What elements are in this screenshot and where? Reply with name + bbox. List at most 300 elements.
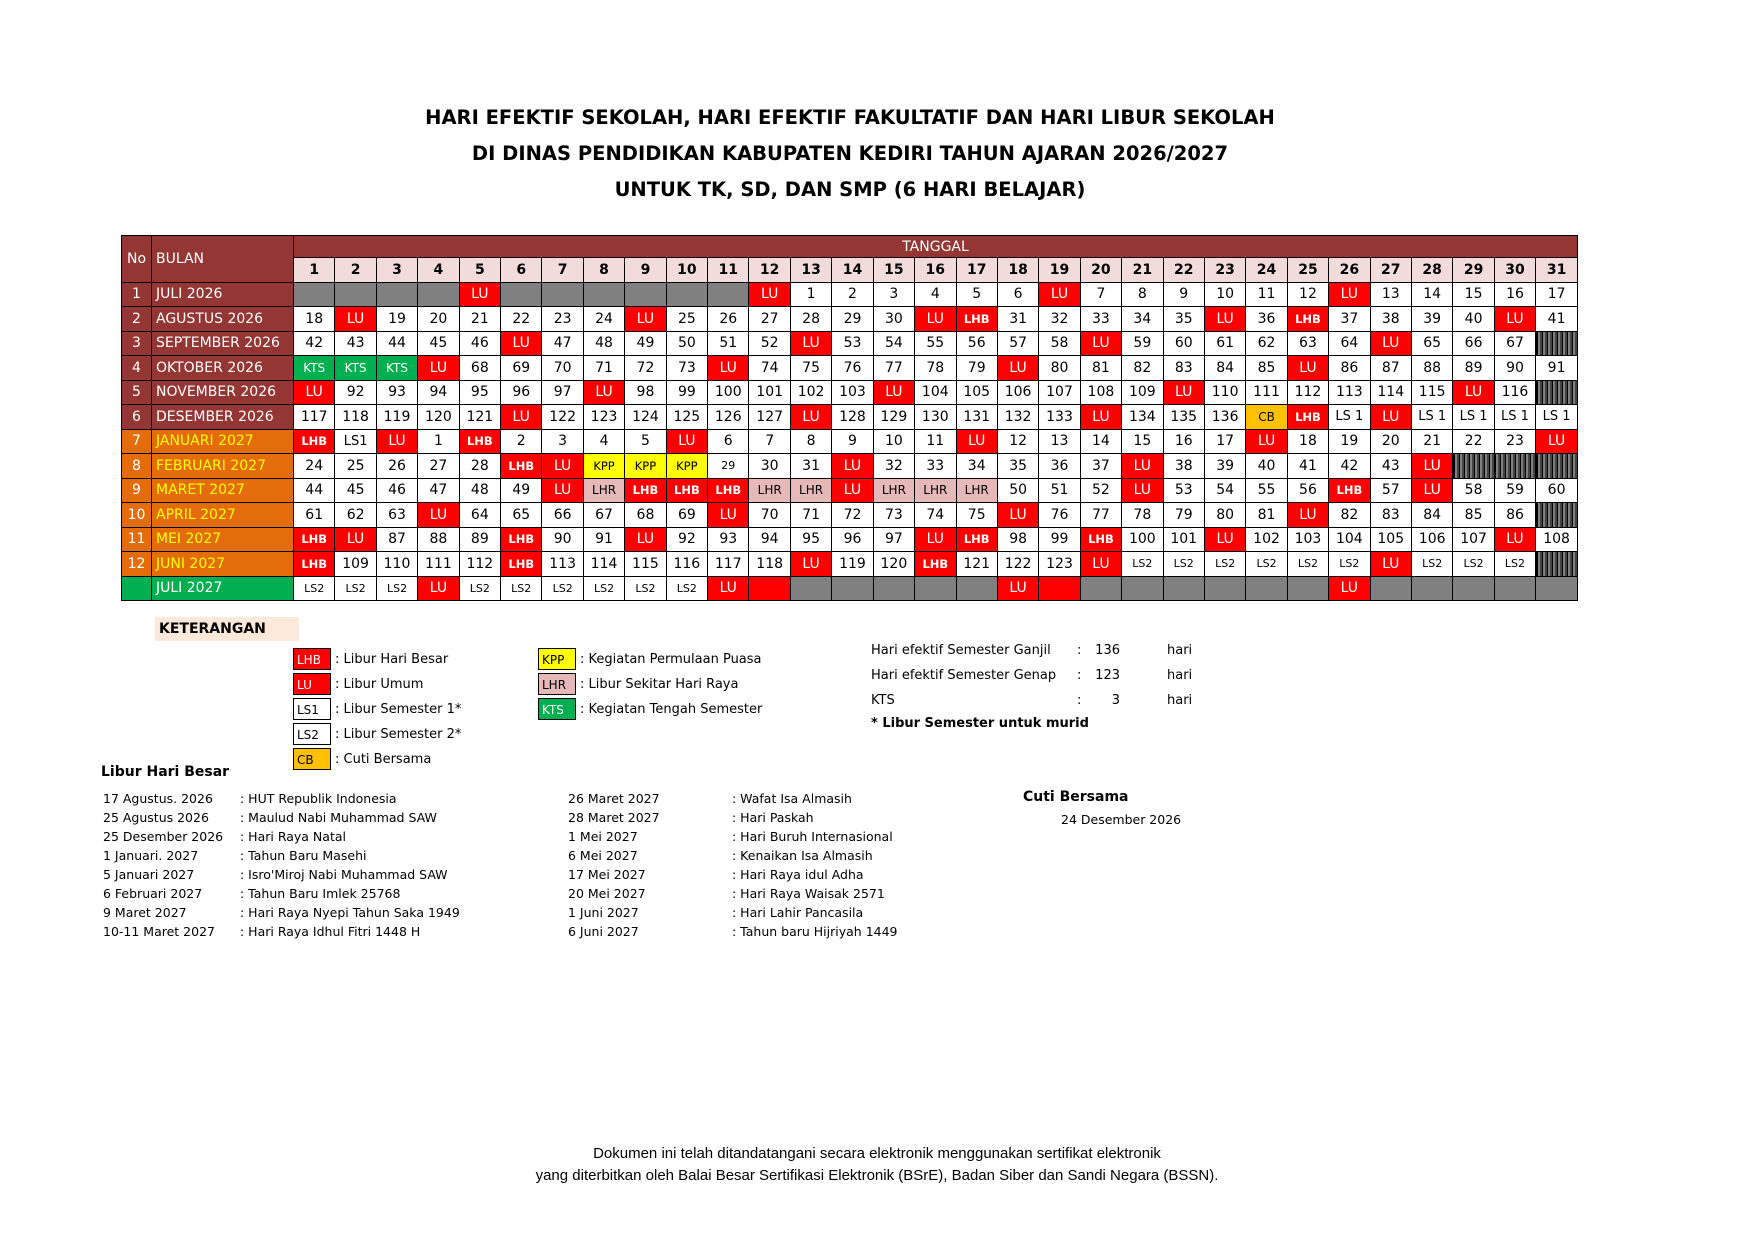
lu-cell: LU [1163,380,1204,405]
stat-value: 136 [1095,643,1120,658]
ls1-cell: LS1 [335,429,376,454]
holiday-row [568,846,898,865]
legend-item [538,648,762,670]
holiday-row [103,922,460,941]
lu-cell: LU [832,478,873,503]
effective-day-cell: 89 [459,527,500,552]
legend-swatch: LHR [538,673,576,695]
header-bulan: BULAN [152,236,294,283]
blank-cell [956,576,997,601]
effective-day-cell: 42 [294,331,335,356]
effective-day-cell: 47 [542,331,583,356]
effective-day-cell: 86 [1329,356,1370,381]
blank-cell [666,282,707,307]
effective-day-cell: 46 [459,331,500,356]
lu-cell: LU [542,478,583,503]
effective-day-cell: 121 [459,405,500,430]
ls2-cell: LS2 [1204,552,1245,577]
lhr-cell: LHR [583,478,624,503]
month-name: JANUARI 2027 [152,429,294,454]
effective-day-cell: 43 [1370,454,1411,479]
month-row [122,356,1578,381]
effective-day-cell: 35 [1163,307,1204,332]
effective-day-cell: 101 [749,380,790,405]
effective-day-cell: 58 [1453,478,1494,503]
month-name: AGUSTUS 2026 [152,307,294,332]
effective-day-cell: 125 [666,405,707,430]
effective-day-cell: 111 [1246,380,1287,405]
effective-day-cell: 64 [1329,331,1370,356]
effective-day-cell: 126 [708,405,749,430]
stat-value: 123 [1095,668,1120,683]
effective-day-cell: 52 [1080,478,1121,503]
effective-day-cell: 22 [1453,429,1494,454]
effective-day-cell: 9 [832,429,873,454]
effective-day-cell: 114 [583,552,624,577]
legend-label: : Cuti Bersama [335,751,432,767]
month-name: OKTOBER 2026 [152,356,294,381]
effective-day-cell: 22 [501,307,542,332]
effective-day-cell: 45 [335,478,376,503]
lhb-cell: LHB [501,552,542,577]
effective-day-cell: 81 [1080,356,1121,381]
legend-label: : Libur Semester 2* [335,726,462,742]
blank-cell [1163,576,1204,601]
blank-cell [1370,576,1411,601]
lu-cell: LU [1329,576,1370,601]
effective-day-cell: 3 [873,282,914,307]
month-name: NOVEMBER 2026 [152,380,294,405]
ls2-cell: LS2 [1122,552,1163,577]
ls2-cell: LS2 [666,576,707,601]
effective-day-cell: 23 [1494,429,1535,454]
effective-day-cell: 16 [1494,282,1535,307]
holiday-list-1 [103,789,460,941]
effective-day-cell: 39 [1204,454,1245,479]
holiday-date: 5 Januari 2027 [103,867,195,882]
effective-day-cell: 56 [1287,478,1328,503]
effective-day-cell: 32 [1039,307,1080,332]
effective-day-cell: 46 [376,478,417,503]
lu-cell: LU [501,405,542,430]
month-row [122,527,1578,552]
effective-day-cell: 108 [1080,380,1121,405]
effective-day-cell: 15 [1453,282,1494,307]
day-header: 11 [708,258,749,283]
lu-cell: LU [418,356,459,381]
day-header: 9 [625,258,666,283]
day-header: 30 [1494,258,1535,283]
effective-day-cell: 55 [915,331,956,356]
lu-cell: LU [790,552,831,577]
effective-day-cell: 121 [956,552,997,577]
effective-day-cell: 108 [1536,527,1578,552]
lu-cell: LU [708,576,749,601]
month-name: MEI 2027 [152,527,294,552]
effective-day-cell: 93 [376,380,417,405]
holiday-date: 20 Mei 2027 [568,886,646,901]
legend-item [293,673,423,695]
kpp-cell: KPP [625,454,666,479]
effective-day-cell: 119 [832,552,873,577]
month-row [122,282,1578,307]
effective-day-cell: 41 [1536,307,1578,332]
lu-cell: LU [583,380,624,405]
day-header: 14 [832,258,873,283]
effective-day-cell: 64 [459,503,500,528]
day-header: 5 [459,258,500,283]
effective-day-cell: 109 [335,552,376,577]
holiday-date: 28 Maret 2027 [568,810,660,825]
day-header: 7 [542,258,583,283]
effective-day-cell: 112 [459,552,500,577]
holiday-date: 9 Maret 2027 [103,905,187,920]
effective-day-cell: 25 [335,454,376,479]
lu-cell: LU [997,356,1038,381]
blank-cell [1494,576,1535,601]
effective-day-cell: 136 [1204,405,1245,430]
stat-value: 3 [1111,693,1120,708]
effective-day-cell: 104 [1329,527,1370,552]
holiday-desc: : Hari Lahir Pancasila [732,905,864,920]
effective-day-cell: 30 [749,454,790,479]
blank-cell [583,282,624,307]
row-number: 7 [122,429,152,454]
effective-day-cell: 127 [749,405,790,430]
ls2-cell: LS2 [501,576,542,601]
holiday-desc: : Maulud Nabi Muhammad SAW [240,810,437,825]
effective-day-cell: 14 [1411,282,1452,307]
effective-day-cell: 106 [1411,527,1452,552]
effective-day-cell: 130 [915,405,956,430]
effective-day-cell: 76 [832,356,873,381]
lu-cell: LU [1246,429,1287,454]
blank-cell [790,576,831,601]
effective-day-cell: 122 [997,552,1038,577]
row-number: 4 [122,356,152,381]
effective-day-cell: 81 [1246,503,1287,528]
effective-day-cell: 4 [583,429,624,454]
legend-swatch: LU [293,673,331,695]
lu-cell: LU [1494,307,1535,332]
lu-cell: LU [832,454,873,479]
effective-day-cell: 30 [873,307,914,332]
blank-cell [1080,576,1121,601]
day-header: 10 [666,258,707,283]
legend-item [538,673,738,695]
effective-day-cell: 120 [873,552,914,577]
effective-day-cell: 135 [1163,405,1204,430]
effective-day-cell: 101 [1163,527,1204,552]
lhr-cell: LHR [790,478,831,503]
holiday-date: 26 Maret 2027 [568,791,660,806]
effective-day-cell: 87 [376,527,417,552]
lhr-cell: LHR [915,478,956,503]
effective-day-cell: 61 [1204,331,1245,356]
lhb-cell: LHB [294,527,335,552]
day-header: 13 [790,258,831,283]
month-row [122,405,1578,430]
lu-cell: LU [1039,282,1080,307]
effective-day-cell: 113 [1329,380,1370,405]
effective-day-cell: 66 [1453,331,1494,356]
lu-cell: LU [1204,307,1245,332]
effective-day-cell: 65 [501,503,542,528]
effective-day-cell: 104 [915,380,956,405]
lu-cell: LU [1411,454,1452,479]
nonexistent-day-cell [1536,331,1578,356]
holiday-desc: : HUT Republik Indonesia [240,791,397,806]
effective-day-cell: 117 [708,552,749,577]
effective-day-cell: 75 [956,503,997,528]
row-number: 2 [122,307,152,332]
effective-day-cell: 59 [1494,478,1535,503]
day-header: 15 [873,258,914,283]
legend-item [293,748,431,770]
lu-cell: LU [335,307,376,332]
effective-day-cell: 47 [418,478,459,503]
row-number: 5 [122,380,152,405]
ls2-cell: LS2 [625,576,666,601]
day-header: 17 [956,258,997,283]
day-header: 26 [1329,258,1370,283]
effective-day-cell: 79 [956,356,997,381]
effective-day-cell: 2 [501,429,542,454]
effective-day-cell: 72 [625,356,666,381]
lu-cell: LU [956,429,997,454]
effective-day-cell: 10 [1204,282,1245,307]
effective-day-cell: 7 [1080,282,1121,307]
effective-day-cell: 53 [832,331,873,356]
ls1-cell: LS 1 [1494,405,1535,430]
effective-day-cell: 68 [459,356,500,381]
effective-day-cell: 115 [625,552,666,577]
month-name: APRIL 2027 [152,503,294,528]
effective-day-cell: 32 [873,454,914,479]
footer-line-1: Dokumen ini telah ditandatangani secara elektronik menggunakan sertifikat elektronik [593,1145,1161,1162]
effective-day-cell: 92 [666,527,707,552]
effective-day-cell: 17 [1536,282,1578,307]
row-number: 1 [122,282,152,307]
lu-cell: LU [1080,405,1121,430]
stat-colon: : [1077,693,1082,708]
ls2-cell: LS2 [1494,552,1535,577]
day-header: 20 [1080,258,1121,283]
lu-cell: LU [1122,478,1163,503]
legend-swatch: LHB [293,648,331,670]
holiday-desc: : Hari Paskah [732,810,814,825]
lhb-cell: LHB [1080,527,1121,552]
effective-day-cell: 94 [418,380,459,405]
effective-day-cell: 82 [1122,356,1163,381]
stat-label: Hari efektif Semester Genap [871,668,1057,683]
lhb-cell: LHB [294,552,335,577]
day-header: 28 [1411,258,1452,283]
effective-day-cell: 35 [997,454,1038,479]
holiday-date: 6 Mei 2027 [568,848,638,863]
effective-day-cell: 89 [1453,356,1494,381]
month-row [122,307,1578,332]
effective-day-cell: 50 [997,478,1038,503]
holiday-desc: : Tahun baru Hijriyah 1449 [732,924,898,939]
holiday-row [568,884,898,903]
effective-day-cell: 12 [997,429,1038,454]
legend-item [293,698,461,720]
cb-cell: CB [1246,405,1287,430]
effective-day-cell: 67 [1494,331,1535,356]
effective-day-cell: 77 [1080,503,1121,528]
lu-cell: LU [1411,478,1452,503]
kts-cell: KTS [376,356,417,381]
effective-day-cell: 24 [294,454,335,479]
lu-cell: LU [915,307,956,332]
legend-label: : Libur Semester 1* [335,701,462,717]
effective-day-cell: 62 [335,503,376,528]
effective-day-cell: 82 [1329,503,1370,528]
effective-day-cell: 91 [583,527,624,552]
effective-day-cell: 20 [1370,429,1411,454]
lhb-cell: LHB [501,527,542,552]
effective-day-cell: 5 [625,429,666,454]
day-header: 24 [1246,258,1287,283]
footer-line-2: yang diterbitkan oleh Balai Besar Sertifikasi Elektronik (BSrE), Badan Siber dan Sandi Negara (BSSN). [535,1167,1219,1184]
blank-cell [832,576,873,601]
effective-day-cell: 117 [294,405,335,430]
effective-day-cell: 97 [542,380,583,405]
calendar-body [122,282,1578,601]
effective-day-cell: 42 [1329,454,1370,479]
effective-day-cell: 26 [376,454,417,479]
blank-cell [1536,576,1578,601]
effective-day-cell: 18 [1287,429,1328,454]
holiday-row [568,865,898,884]
effective-day-cell: 90 [1494,356,1535,381]
effective-day-cell: 27 [749,307,790,332]
effective-day-cell: 3 [542,429,583,454]
effective-day-cell: 110 [376,552,417,577]
effective-day-cell: 95 [790,527,831,552]
effective-day-cell: 100 [1122,527,1163,552]
effective-day-cell: 85 [1246,356,1287,381]
blank-cell [915,576,956,601]
effective-day-cell: 5 [956,282,997,307]
effective-day-cell: 28 [790,307,831,332]
day-header: 27 [1370,258,1411,283]
lu-cell: LU [1453,380,1494,405]
effective-day-cell: 6 [708,429,749,454]
title-line-2: DI DINAS PENDIDIKAN KABUPATEN KEDIRI TAHUN AJARAN 2026/2027 [471,142,1229,165]
month-name: JULI 2027 [152,576,294,601]
effective-day-cell: 62 [1246,331,1287,356]
holiday-date: 17 Agustus. 2026 [103,791,213,806]
effective-day-cell: 54 [873,331,914,356]
nonexistent-day-cell [1536,552,1578,577]
effective-day-cell: 80 [1204,503,1245,528]
holiday-row [103,884,460,903]
effective-day-cell: 61 [294,503,335,528]
month-row [122,478,1578,503]
month-name: JULI 2026 [152,282,294,307]
day-header: 3 [376,258,417,283]
month-name: MARET 2027 [152,478,294,503]
effective-day-cell: 48 [459,478,500,503]
effective-day-cell: 134 [1122,405,1163,430]
ls1-cell: LS 1 [1411,405,1452,430]
effective-day-cell: 100 [708,380,749,405]
blank-holiday-cell [749,576,790,601]
legend-label: : Kegiatan Permulaan Puasa [580,651,762,667]
header-no: No [122,236,152,283]
lhr-cell: LHR [873,478,914,503]
holiday-list-2 [568,789,898,941]
lu-cell: LU [749,282,790,307]
effective-day-cell: 16 [1163,429,1204,454]
effective-day-cell: 7 [749,429,790,454]
effective-day-cell: 34 [1122,307,1163,332]
lu-cell: LU [418,503,459,528]
effective-day-cell: 48 [583,331,624,356]
holiday-desc: : Hari Buruh Internasional [732,829,893,844]
stat-colon: : [1077,668,1082,683]
effective-day-cell: 102 [790,380,831,405]
effective-day-cell: 21 [1411,429,1452,454]
effective-day-cell: 13 [1370,282,1411,307]
row-number: 12 [122,552,152,577]
holiday-row [568,827,898,846]
effective-day-cell: 57 [1370,478,1411,503]
effective-day-cell: 109 [1122,380,1163,405]
effective-day-cell: 4 [915,282,956,307]
effective-day-cell: 25 [666,307,707,332]
kpp-cell: KPP [583,454,624,479]
month-row [122,503,1578,528]
calendar-table [121,235,1578,601]
effective-day-cell: 54 [1204,478,1245,503]
lu-cell: LU [294,380,335,405]
effective-day-cell: 11 [915,429,956,454]
effective-day-cell: 56 [956,331,997,356]
effective-day-cell: 21 [459,307,500,332]
effective-day-cell: 123 [583,405,624,430]
holiday-row [568,903,898,922]
holiday-desc: : Hari Raya Idhul Fitri 1448 H [240,924,421,939]
blank-cell [873,576,914,601]
lhb-cell: LHB [915,552,956,577]
effective-day-cell: 131 [956,405,997,430]
day-header: 1 [294,258,335,283]
row-number: 9 [122,478,152,503]
effective-day-cell: 12 [1287,282,1328,307]
lu-cell: LU [915,527,956,552]
effective-day-cell: 36 [1039,454,1080,479]
effective-day-cell: 78 [915,356,956,381]
effective-day-cell: 29 [832,307,873,332]
lhb-cell: LHB [294,429,335,454]
effective-day-cell: 111 [418,552,459,577]
row-number: 8 [122,454,152,479]
effective-day-cell: 44 [294,478,335,503]
lhb-cell: LHB [625,478,666,503]
legend-swatch: KPP [538,648,576,670]
ls2-cell: LS2 [294,576,335,601]
holiday-date: 17 Mei 2027 [568,867,646,882]
effective-day-cell: 8 [1122,282,1163,307]
stat-label: KTS [871,693,895,708]
effective-day-cell: 84 [1411,503,1452,528]
day-header: 18 [997,258,1038,283]
legend-item [293,723,461,745]
effective-day-cell: 73 [873,503,914,528]
